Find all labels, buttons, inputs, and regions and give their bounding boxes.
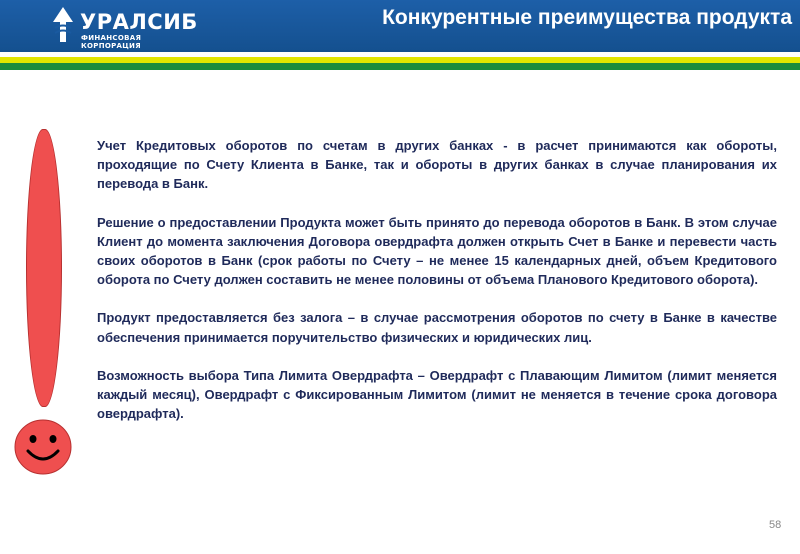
logo xyxy=(50,6,200,50)
paragraph-turnover: Учет Кредитовых оборотов по счетам в других банках - в расчет принимаются как обороты, проходящие по Счету Клиента в Банке, так и обороты в других банках в случае планирования их перевода в Банк. xyxy=(97,138,777,192)
logo-name: УРАЛСИБ xyxy=(80,10,198,34)
smiley-face-icon xyxy=(13,418,73,476)
page-number: 58 xyxy=(769,519,782,531)
paragraph-decision: Решение о предоставлении Продукта может быть принято до перевода оборотов в Банк. В этом случае Клиент до момента заключения Договора овердрафта должен открыть Счет в Банке и перевести часть своих оборотов в Банк (срок работы по Счету – не менее 15 календарных дней, объем Кредитового оборота по Счету должен составить не менее половины от объема Планового Кредитового оборота). xyxy=(97,214,777,288)
slide-title: Конкурентные преимущества продукта xyxy=(382,6,792,29)
paragraph-limit-type: Возможность выбора Типа Лимита Овердрафта – Овердрафт с Плавающим Лимитом (лимит меняется каждый месяц), Овердрафт с Фиксированным Лимитом (лимит не меняется в течение срока договора овердрафта). xyxy=(97,367,777,422)
green-stripe xyxy=(0,63,800,70)
logo-subtitle: ФИНАНСОВАЯ КОРПОРАЦИЯ xyxy=(81,34,142,50)
paragraph-collateral: Продукт предоставляется без залога – в случае рассмотрения оборотов по счету в Банке в качестве обеспечения принимается поручительство физических и юридических лиц. xyxy=(97,310,777,345)
content-text xyxy=(97,136,777,442)
uralsib-logo-icon xyxy=(50,6,76,44)
header-bar xyxy=(0,0,800,52)
exclamation-mark-icon xyxy=(26,129,62,407)
